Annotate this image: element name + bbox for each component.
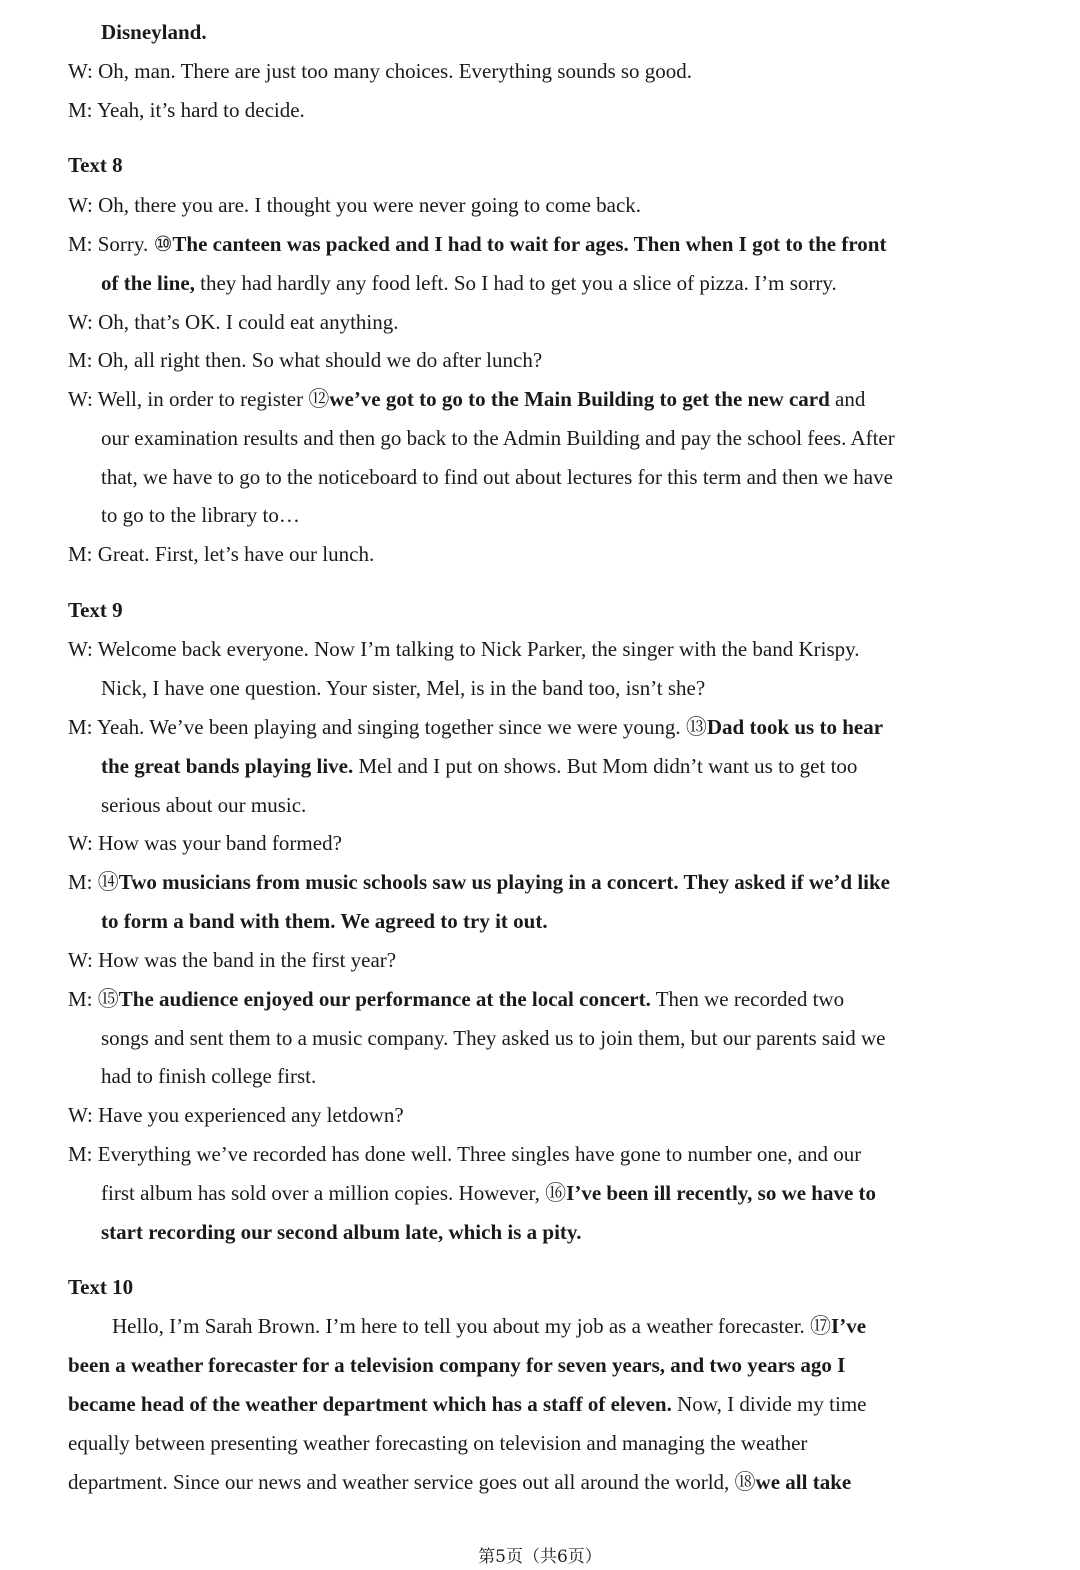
answer-highlight: Dad took us to hear: [706, 715, 884, 739]
transcript-line: [68, 714, 883, 740]
transcript-line: [68, 1352, 845, 1378]
line-text: equally between presenting weather forecasting on television and managing the weather: [68, 1431, 808, 1455]
line-text-tail: Mel and I put on shows. But Mom didn’t want us to get too: [353, 754, 858, 778]
answer-highlight: we all take: [755, 1470, 852, 1494]
transcript-line: [68, 636, 860, 662]
line-text: M: Everything we’ve recorded has done well. Three singles have gone to number one, and our: [68, 1142, 862, 1166]
transcript-line: [68, 1430, 807, 1456]
section-heading: [68, 1274, 133, 1300]
line-text: M: Yeah, it’s hard to decide.: [68, 98, 305, 122]
line-text: that, we have to go to the noticeboard to find out about lectures for this term and then we have: [101, 465, 893, 489]
answer-highlight: the great bands playing live.: [101, 754, 354, 778]
transcript-line: [68, 97, 305, 123]
line-text: M: Yeah. We’ve been playing and singing together since we were young.: [68, 715, 686, 739]
line-text: W: Oh, that’s OK. I could eat anything.: [68, 310, 399, 334]
answer-highlight: been a weather forecaster for a television company for seven years, and two years ago I: [68, 1353, 846, 1377]
transcript-line: [68, 347, 542, 373]
transcript-line: [101, 1219, 582, 1245]
transcript-line: [68, 869, 890, 895]
line-text: to go to the library to…: [101, 503, 300, 527]
line-text: W: Welcome back everyone. Now I’m talking to Nick Parker, the singer with the band Krispy.: [68, 637, 860, 661]
question-marker: ⑭: [97, 870, 119, 894]
transcript-line: [68, 231, 886, 257]
transcript-line: [68, 1102, 404, 1128]
line-text: W: Have you experienced any letdown?: [68, 1103, 404, 1127]
transcript-line: [101, 908, 548, 934]
line-text: songs and sent them to a music company. They asked us to join them, but our parents said we: [101, 1026, 886, 1050]
answer-highlight: Text 9: [68, 598, 123, 622]
line-text: M:: [68, 987, 98, 1011]
transcript-line: [68, 309, 398, 335]
line-text-tail: Now, I divide my time: [671, 1392, 867, 1416]
answer-highlight: I’ve been ill recently, so we have to: [566, 1181, 877, 1205]
transcript-line: [101, 792, 306, 818]
line-text: our examination results and then go back to the Admin Building and pay the school fees. After: [101, 426, 895, 450]
transcript-line: [68, 1469, 851, 1495]
transcript-line: [68, 386, 865, 412]
line-text: W: Oh, there you are. I thought you were never going to come back.: [68, 193, 642, 217]
section-heading: [68, 152, 123, 178]
line-text-tail: they had hardly any food left. So I had to get you a slice of pizza. I’m sorry.: [194, 271, 837, 295]
line-text: M: Sorry.: [68, 232, 154, 256]
transcript-line: [101, 753, 857, 779]
question-marker: ⑬: [685, 715, 707, 739]
answer-highlight: I’ve: [831, 1314, 867, 1338]
transcript-line: [68, 58, 692, 84]
transcript-line: [101, 1180, 876, 1206]
line-text: had to finish college first.: [101, 1064, 317, 1088]
line-text: department. Since our news and weather service goes out all around the world,: [68, 1470, 735, 1494]
transcript-line: [101, 1025, 885, 1051]
transcript-line: [68, 541, 374, 567]
line-text: W: Well, in order to register: [68, 387, 309, 411]
line-text: M: Great. First, let’s have our lunch.: [68, 542, 375, 566]
transcript-line: [101, 675, 705, 701]
transcript-line: [101, 270, 837, 296]
line-text: Nick, I have one question. Your sister, Mel, is in the band too, isn’t she?: [101, 676, 706, 700]
answer-highlight: The audience enjoyed our performance at the local concert.: [118, 987, 651, 1011]
answer-highlight: Text 8: [68, 153, 123, 177]
answer-highlight: we’ve got to go to the Main Building to get the new card: [329, 387, 830, 411]
answer-highlight: Disneyland.: [101, 20, 207, 44]
line-text: serious about our music.: [101, 793, 307, 817]
line-text: W: How was the band in the first year?: [68, 948, 397, 972]
question-marker: ⑰: [810, 1314, 832, 1338]
answer-highlight: Two musicians from music schools saw us playing in a concert. They asked if we’d like: [118, 870, 890, 894]
transcript-line: [68, 1391, 866, 1417]
question-marker: ⑫: [308, 387, 330, 411]
transcript-line: [68, 192, 641, 218]
answer-highlight: start recording our second album late, which is a pity.: [101, 1220, 582, 1244]
answer-highlight: Text 10: [68, 1275, 134, 1299]
question-marker: ⑱: [734, 1470, 756, 1494]
line-text: Hello, I’m Sarah Brown. I’m here to tell you about my job as a weather forecaster.: [112, 1314, 811, 1338]
transcript-line: [101, 464, 893, 490]
transcript-line: [112, 1313, 866, 1339]
transcript-line: [101, 502, 300, 528]
transcript-line: [101, 19, 207, 45]
transcript-line: [101, 1063, 316, 1089]
line-text: M:: [68, 870, 98, 894]
page-footer: 第5页（共6页）: [478, 1547, 602, 1567]
line-text: W: How was your band formed?: [68, 831, 342, 855]
answer-highlight: of the line,: [101, 271, 195, 295]
answer-highlight: The canteen was packed and I had to wait for ages. Then when I got to the front: [172, 232, 887, 256]
answer-highlight: became head of the weather department which has a staff of eleven.: [68, 1392, 672, 1416]
question-marker: ⑯: [545, 1181, 567, 1205]
transcript-line: [68, 986, 844, 1012]
transcript-line: [101, 425, 895, 451]
question-marker: ⑮: [97, 987, 119, 1011]
transcript-line: [68, 830, 342, 856]
section-heading: [68, 597, 123, 623]
answer-highlight: to form a band with them. We agreed to try it out.: [101, 909, 548, 933]
line-text: first album has sold over a million copies. However,: [101, 1181, 546, 1205]
transcript-line: [68, 947, 396, 973]
line-text-tail: and: [829, 387, 866, 411]
line-text: M: Oh, all right then. So what should we do after lunch?: [68, 348, 543, 372]
line-text: W: Oh, man. There are just too many choices. Everything sounds so good.: [68, 59, 693, 83]
question-marker: ⑩: [153, 232, 173, 256]
transcript-line: [68, 1141, 861, 1167]
line-text-tail: Then we recorded two: [650, 987, 845, 1011]
